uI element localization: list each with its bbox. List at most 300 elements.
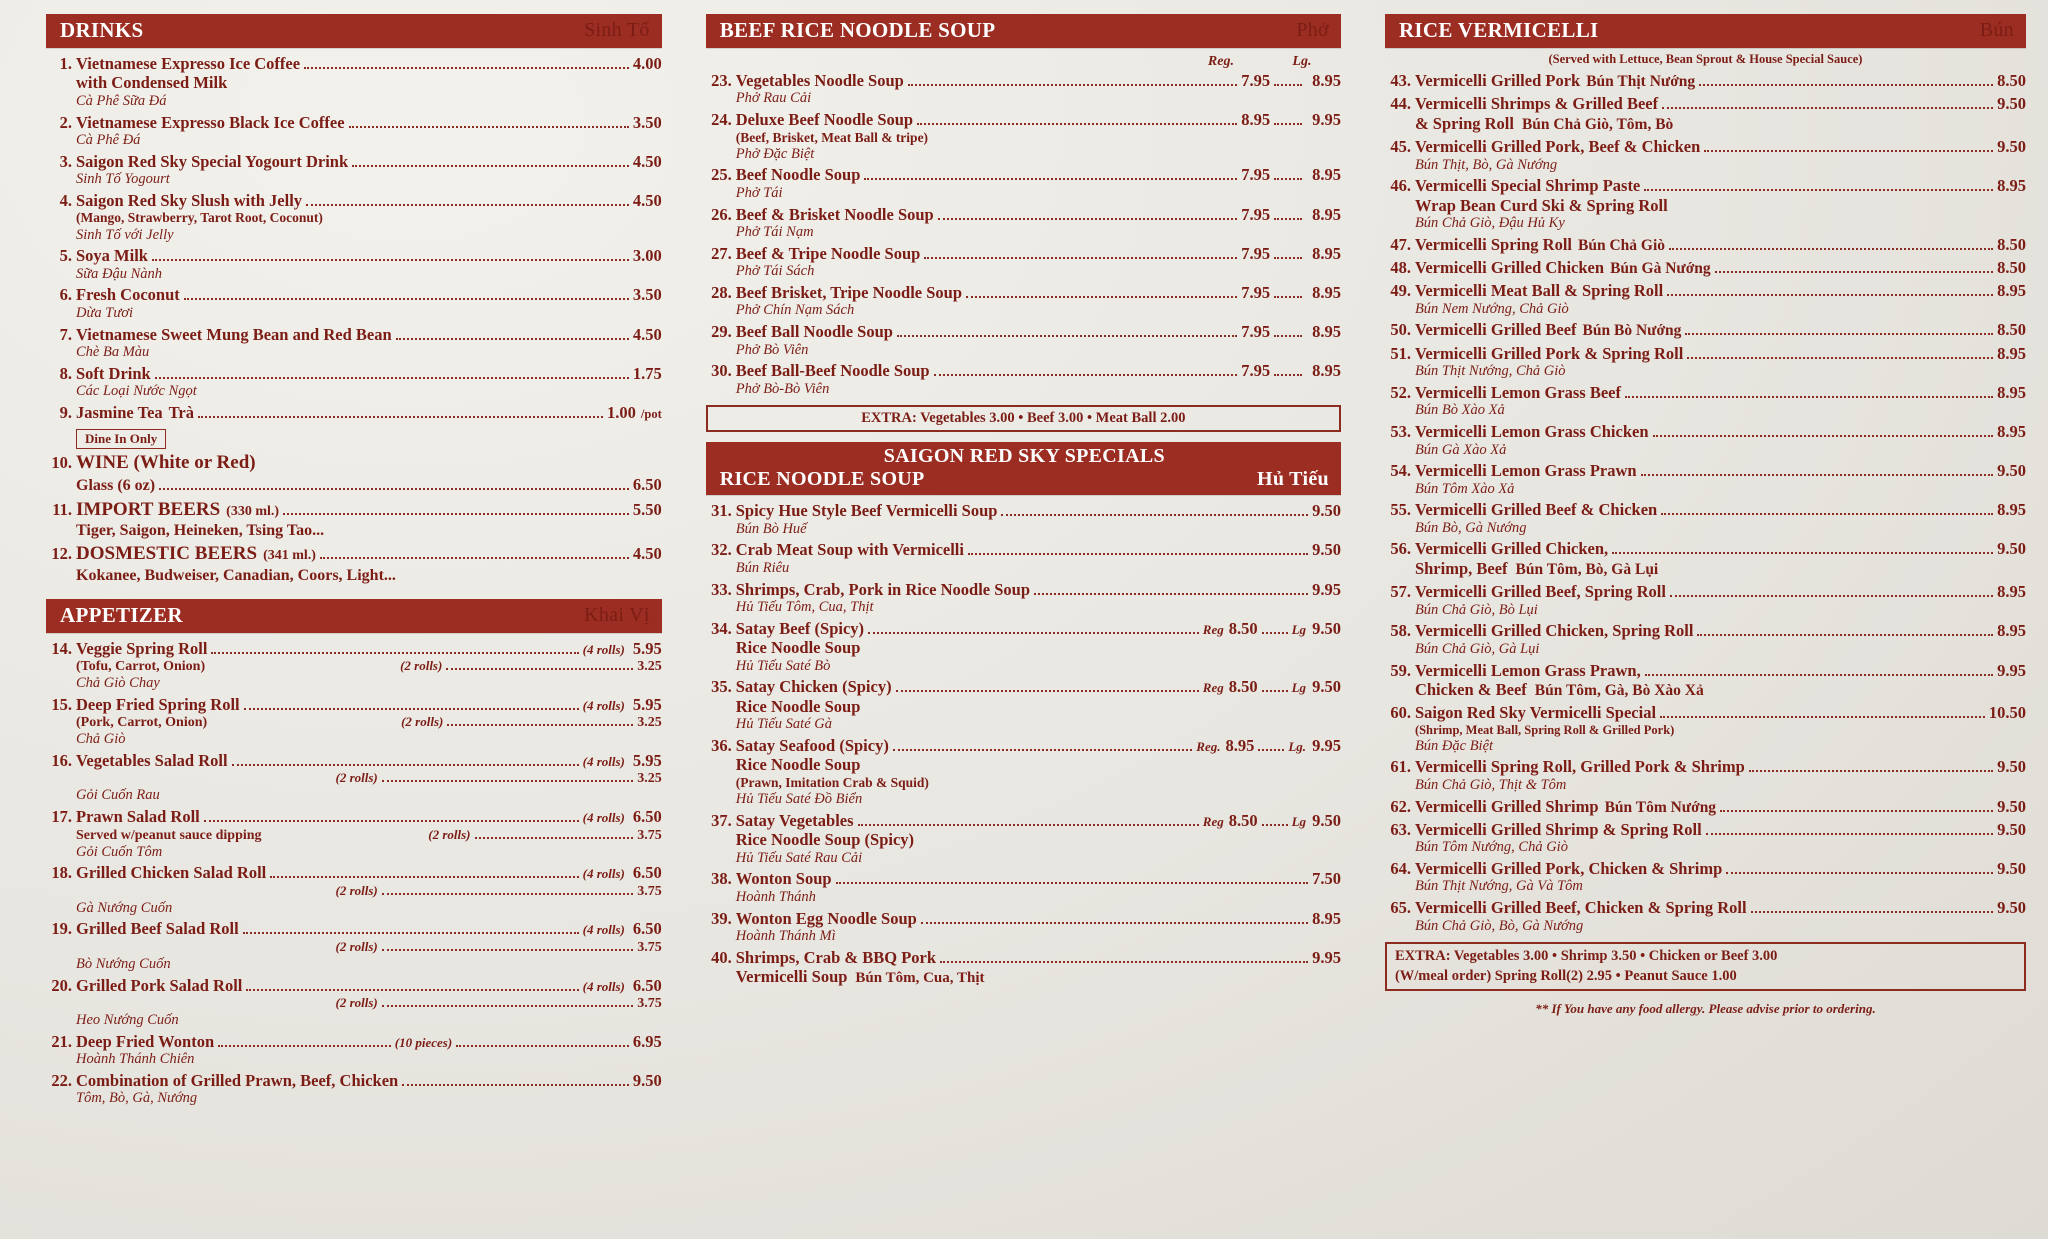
list-item [706,165,1341,201]
section-title-pho-vi: Phở [1296,19,1329,41]
item-name-vi: Tôm, Bò, Gà, Nướng [76,1090,198,1107]
item-number: 28. [711,282,732,302]
item-name-vi: Hoành Thánh [735,888,816,905]
item-price: 8.95 [1997,281,2026,301]
list-item [46,919,662,972]
leader-dots [1645,674,1993,676]
item-number: 48. [1390,258,1411,278]
item-name: Grilled Pork Salad Roll [76,975,243,995]
item-name: Saigon Red Sky Special Yogourt Drink [76,151,349,171]
leader-dots [1034,593,1308,595]
item-number: 32. [711,540,732,560]
leader-dots [1653,435,1994,437]
section-title-specials: SAIGON RED SKY SPECIALS [883,445,1165,468]
item-qty-2: (2 rolls) [335,938,378,954]
item-price: 6.95 [632,1031,662,1051]
item-name: Vermicelli Grilled Chicken, [1414,539,1609,559]
item-number: 6. [59,285,72,305]
leader-dots [1662,107,1993,109]
item-number: 58. [1390,621,1411,641]
section-title-specials-en: RICE NOODLE SOUP [719,468,925,491]
item-price: 9.50 [1997,757,2026,777]
item-name: Vietnamese Sweet Mung Bean and Red Bean [76,324,392,344]
item-price-unit: /pot [640,406,662,421]
item-number: 16. [51,751,72,770]
item-name-vi: Phở Đặc Biệt [735,145,815,162]
leader-dots [1661,513,1993,515]
item-qty-2: (2 rolls) [335,995,378,1011]
item-price-large: 9.50 [1312,677,1341,697]
item-continuation: Rice Noodle Soup (Spicy) [735,830,915,850]
item-continuation: Chicken & Beef [1414,679,1527,699]
item-continuation: Wrap Bean Curd Ski & Spring Roll [1414,195,1668,215]
item-number: 2. [59,112,72,132]
item-qty: (4 rolls) [582,866,625,882]
item-price: 6.50 [632,474,662,494]
item-number: 31. [711,501,732,521]
list-item [46,54,662,110]
item-name: Shrimps, Crab, Pork in Rice Noodle Soup [735,579,1031,599]
leader-dots [896,690,1199,692]
leader-dots [1667,294,1993,296]
leader-dots [184,298,629,300]
item-name: Prawn Salad Roll [76,807,200,827]
item-continuation: with Condensed Milk [76,73,228,93]
list-item [706,948,1341,988]
item-number: 12. [51,544,72,564]
item-number: 35. [711,677,732,697]
item-qty: (4 rolls) [582,922,625,938]
item-name: Soft Drink [76,363,151,383]
item-name: Vermicelli Grilled Beef, Spring Roll [1414,582,1666,602]
item-price: 8.50 [1997,258,2026,278]
item-name: Vermicelli Grilled Beef, Chicken & Spring Roll [1414,898,1747,918]
leader-dots [352,165,629,167]
item-name: Vermicelli Meat Ball & Spring Roll [1414,281,1664,301]
item-detail: Tiger, Saigon, Heineken, Tsing Tao... [76,521,325,539]
item-price: 4.50 [632,190,662,210]
leader-dots [243,932,579,934]
item-name-vi: Cà Phê Sữa Đá [76,92,167,109]
item-name-vi: Bún Chả Giò, Bò, Gà Nướng [1414,917,1584,934]
price-label-regular: Reg [1202,813,1224,829]
item-number: 38. [711,869,732,889]
item-name-vi: Các Loại Nước Ngọt [76,383,197,400]
list-item [46,285,662,321]
item-price: 9.50 [1997,819,2026,839]
item-price-large: 9.50 [1312,810,1341,830]
item-name-vi-inline: Bún Chả Giò [1578,236,1666,254]
item-price-large: 8.95 [1312,165,1341,185]
list-item [46,695,662,748]
item-name-vi: Chả Giò [76,731,126,748]
item-name: Saigon Red Sky Slush with Jelly [76,190,303,210]
item-name-vi: Phở Tái [735,184,783,201]
item-name-vi: Bún Riêu [735,559,790,576]
item-number: 44. [1390,94,1411,114]
item-price-regular: 7.95 [1241,71,1271,90]
list-item [706,869,1341,905]
item-number: 52. [1390,382,1411,402]
item-name-vi: Gà Nướng Cuốn [76,899,173,916]
item-price-2: 3.25 [637,771,662,787]
item-price: 9.50 [1997,94,2026,114]
list-item [46,452,662,495]
item-number: 49. [1390,281,1411,301]
list-item [706,736,1341,808]
item-price: 5.95 [632,638,662,658]
item-name-vi: Bún Tôm Xào Xả [1414,480,1515,497]
item-name-vi-inline: Bún Tôm, Gà, Bò Xào Xả [1534,681,1704,699]
item-price-large: 8.95 [1312,204,1341,224]
list-item [46,639,662,692]
item-number: 47. [1390,234,1411,254]
item-price: 9.50 [632,1070,662,1090]
item-detail: (Shrimp, Meat Ball, Spring Roll & Grilled Pork) [1414,722,1675,737]
item-number: 33. [711,579,732,599]
item-name: Vermicelli Grilled Beef & Chicken [1414,500,1658,520]
vermicelli-extra-box [1385,942,2026,991]
item-price-2: 3.75 [637,996,662,1012]
item-price: 9.50 [1997,539,2026,559]
item-price-regular: 7.95 [1241,204,1271,224]
item-qty: (4 rolls) [582,697,625,713]
pho-list [706,71,1341,397]
item-qty-2: (2 rolls) [401,714,444,730]
item-qty: (4 rolls) [582,810,625,826]
item-name-vi: Hủ Tiếu Saté Bò [735,657,831,674]
item-continuation: Rice Noodle Soup [735,696,861,716]
item-price: 9.50 [1997,461,2026,481]
item-price-regular: 7.95 [1241,322,1271,342]
list-item [1385,820,2026,856]
item-name: Vermicelli Grilled Pork [1414,71,1581,90]
item-name: Deep Fried Wonton [76,1031,215,1051]
pho-extra-box: EXTRA: Vegetables 3.00 • Beef 3.00 • Meat Ball 2.00 [706,405,1341,432]
item-name-vi: Sinh Tố Yogourt [76,171,170,188]
item-name: Vermicelli Spring Roll [1414,234,1572,254]
item-name: Vermicelli Grilled Pork, Chicken & Shrimp [1414,858,1723,878]
item-price: 8.95 [1312,908,1341,928]
item-price: 3.00 [632,246,662,266]
leader-dots [402,1084,629,1086]
item-price-regular: 8.95 [1225,735,1255,755]
item-qty-2: (2 rolls) [335,882,378,898]
list-item [1385,703,2026,754]
item-name: Vermicelli Grilled Shrimp & Spring Roll [1414,819,1702,839]
list-item [706,811,1341,867]
item-number: 5. [59,246,72,266]
item-name: Grilled Chicken Salad Roll [76,863,267,883]
list-item [1385,621,2026,657]
item-name-vi-inline: Bún Tôm Nướng [1604,798,1717,816]
item-name-vi: Bún Tôm Nướng, Chả Giò [1414,839,1568,856]
item-price-regular: 8.50 [1228,618,1258,638]
list-item [46,976,662,1029]
item-number: 63. [1390,819,1411,839]
item-name: Satay Seafood (Spicy) [735,735,889,755]
item-name: Grilled Beef Salad Roll [76,919,239,939]
item-price: 9.95 [1312,579,1341,599]
item-detail: (Beef, Brisket, Meat Ball & tripe) [735,129,929,145]
list-item [1385,461,2026,497]
item-number: 54. [1390,461,1411,481]
leader-dots [304,67,629,69]
item-name-vi: Hoành Thánh Chiên [76,1051,195,1068]
extra-line-1: EXTRA: Vegetables 3.00 • Shrimp 3.50 • Chicken or Beef 3.00 [1394,948,1778,965]
item-price: 3.50 [632,285,662,305]
item-name: Vermicelli Grilled Chicken, Spring Roll [1414,621,1694,641]
item-name-vi-inline: Bún Tôm, Cua, Thịt [855,970,985,987]
price-header-large: Lg. [1292,54,1312,69]
item-name-vi: Bún Đặc Biệt [1414,737,1494,754]
item-price: 9.95 [1997,660,2026,680]
item-continuation: Shrimp, Beef [1414,558,1508,578]
item-price: 8.95 [1997,422,2026,442]
list-item [46,152,662,188]
item-number: 23. [711,71,732,90]
item-number: 43. [1390,71,1411,90]
item-name-vi: Bún Chả Giò, Gà Lụi [1414,640,1540,657]
leader-dots [968,553,1308,555]
leader-dots [934,374,1238,376]
leader-dots [921,922,1308,924]
item-price-large: 9.50 [1312,618,1341,638]
item-price: 8.95 [1997,176,2026,196]
list-item [1385,344,2026,380]
list-item [706,205,1341,241]
item-price-large: 8.95 [1312,71,1341,90]
item-price: 8.95 [1997,382,2026,402]
leader-dots [1612,552,1993,554]
item-name: Vegetables Salad Roll [76,751,228,770]
item-price: 5.95 [632,694,662,714]
item-price: 8.95 [1997,621,2026,641]
leader-dots [306,204,629,206]
item-name: Vegetables Noodle Soup [735,71,904,90]
item-name-vi-inline: Trà [168,402,195,422]
item-name-vi-inline: Bún Thịt Nướng [1586,73,1696,90]
list-item [46,1071,662,1107]
item-number: 60. [1390,703,1411,723]
item-volume: (341 ml.) [263,548,316,564]
item-name-vi: Phở Tái Nạm [735,224,814,241]
item-detail: (Pork, Carrot, Onion) [76,715,208,731]
list-item [46,807,662,860]
item-name-vi: Phở Tái Sách [735,263,815,280]
item-name-vi: Phở Bò-Bò Viên [735,380,830,397]
item-qty-2: (2 rolls) [400,658,443,674]
item-name: Satay Chicken (Spicy) [735,677,892,697]
list-item [1385,258,2026,278]
item-price: 9.95 [1312,947,1341,967]
item-price: 9.50 [1997,137,2026,157]
item-price: 8.95 [1997,343,2026,363]
section-title-pho-en: BEEF RICE NOODLE SOUP [719,18,996,42]
item-name: Vermicelli Grilled Pork & Spring Roll [1414,343,1684,363]
leader-dots [1726,872,1993,874]
item-number: 30. [711,361,732,381]
leader-dots [155,377,629,379]
item-number: 8. [59,363,72,383]
leader-dots [938,218,1237,220]
item-name-vi: Hủ Tiếu Saté Gà [735,716,832,733]
item-name: Vermicelli Lemon Grass Prawn, [1414,660,1641,680]
item-continuation: & Spring Roll [1414,113,1514,133]
item-continuation: Rice Noodle Soup [735,755,861,775]
leader-dots [893,749,1192,751]
item-detail: Kokanee, Budweiser, Canadian, Coors, Light... [76,566,396,584]
item-price-2: 3.25 [637,659,662,675]
item-number: 61. [1390,757,1411,777]
item-name-vi: Cà Phê Đá [76,132,141,149]
item-name-vi: Phở Rau Cải [735,90,812,107]
item-number: 45. [1390,137,1411,157]
item-qty: (4 rolls) [582,978,625,994]
list-item [1385,422,2026,458]
item-number: 34. [711,618,732,638]
item-price: 8.50 [1997,71,2026,90]
list-item [1385,539,2026,579]
vermicelli-serving-note: (Served with Lettuce, Bean Sprout & House Special Sauce) [1548,52,1863,66]
item-name: Saigon Red Sky Vermicelli Special [1414,703,1657,723]
item-number: 59. [1390,660,1411,680]
item-number: 46. [1390,176,1411,196]
item-name: WINE (White or Red) [76,452,256,474]
item-number: 37. [711,810,732,830]
leader-dots [924,257,1237,259]
list-item [706,580,1341,616]
list-item [1385,500,2026,536]
list-item [1385,898,2026,934]
item-price: 8.95 [1997,582,2026,602]
item-price-regular: 7.95 [1241,243,1271,263]
list-item [706,244,1341,280]
item-name: Deep Fried Spring Roll [76,694,240,714]
leader-dots [1704,150,1993,152]
item-price-large: 8.95 [1312,322,1341,342]
item-name-vi: Bún Thịt Nướng, Chả Giò [1414,363,1566,380]
item-name: Jasmine Tea [76,402,163,422]
item-price: 6.50 [632,863,662,883]
item-number: 22. [51,1070,72,1090]
leader-dots [1749,770,1993,772]
item-price-regular: 7.95 [1241,282,1271,302]
item-number: 29. [711,322,732,342]
leader-dots [1670,595,1993,597]
item-number: 65. [1390,898,1411,918]
item-number: 7. [59,324,72,344]
item-number: 18. [51,863,72,883]
list-item [1385,137,2026,173]
item-number: 39. [711,908,732,928]
item-name-vi: Phở Chín Nạm Sách [735,302,855,319]
item-number: 53. [1390,422,1411,442]
item-price: 6.50 [632,807,662,827]
leader-dots [1687,357,1993,359]
item-price: 4.50 [632,324,662,344]
item-name: Spicy Hue Style Beef Vermicelli Soup [735,501,998,521]
item-name-vi-inline: Bún Tôm, Bò, Gà Lụi [1515,560,1659,578]
item-name-vi: Bò Nướng Cuốn [76,955,171,972]
item-name: Combination of Grilled Prawn, Beef, Chicken [76,1070,399,1090]
item-name: Vermicelli Lemon Grass Beef [1414,382,1621,402]
item-name: Vermicelli Special Shrimp Paste [1414,176,1641,196]
list-item [46,403,662,422]
section-title-vermicelli-en: RICE VERMICELLI [1398,18,1599,42]
leader-dots [211,652,578,654]
item-continuation: Vermicelli Soup [735,967,848,987]
price-header-regular: Reg. [1207,54,1234,69]
list-item [1385,661,2026,701]
item-name: Vermicelli Grilled Shrimp [1414,796,1599,816]
item-detail: Served w/peanut sauce dipping [76,827,262,843]
item-name-vi-inline: Bún Bò Nướng [1582,322,1682,340]
section-title-vermicelli-vi: Bún [1979,19,2014,41]
item-number: 4. [59,190,72,210]
item-name-vi: Phở Bò Viên [735,341,809,358]
price-label-regular: Reg [1202,680,1224,696]
leader-dots [396,338,629,340]
dine-in-only-badge: Dine In Only [76,429,166,449]
list-item [46,113,662,149]
item-price: 3.50 [632,112,662,132]
leader-dots [1001,514,1308,516]
list-item [46,1032,662,1068]
leader-dots [868,632,1199,634]
item-name: Beef & Tripe Noodle Soup [735,243,921,263]
item-name: Vermicelli Grilled Beef [1414,320,1577,340]
leader-dots [858,824,1199,826]
item-name: Soya Milk [76,246,148,266]
item-number: 21. [51,1031,72,1051]
leader-dots [232,764,579,766]
list-item [46,246,662,282]
item-price: 9.50 [1312,501,1341,521]
leader-dots [1685,333,1993,335]
item-number: 57. [1390,582,1411,602]
leader-dots [246,989,578,991]
price-label-large: Lg [1291,813,1307,829]
list-item [1385,94,2026,134]
item-detail: (Prawn, Imitation Crab & Squid) [735,774,929,790]
list-item [706,110,1341,162]
item-name: Vietnamese Expresso Black Ice Coffee [76,112,345,132]
list-item [46,364,662,400]
item-qty: (10 pieces) [394,1034,453,1050]
item-name: Veggie Spring Roll [76,638,208,658]
item-price: 8.95 [1997,500,2026,520]
item-number: 20. [51,975,72,995]
leader-dots [917,123,1237,125]
item-name-vi: Bún Thịt Nướng, Gà Và Tôm [1414,878,1583,895]
item-name: Wonton Soup [735,869,832,889]
price-label-regular: Reg. [1196,738,1221,754]
item-price-regular: 8.50 [1228,810,1258,830]
column-right [1377,14,2030,1225]
item-detail: (Tofu, Carrot, Onion) [76,659,206,675]
leader-dots [836,882,1308,884]
item-name: Vermicelli Lemon Grass Prawn [1414,461,1637,481]
item-continuation: Rice Noodle Soup [735,638,861,658]
price-label-large: Lg. [1288,738,1307,754]
item-number: 36. [711,735,732,755]
item-name: Satay Beef (Spicy) [735,618,865,638]
item-number: 62. [1390,796,1411,816]
item-number: 25. [711,165,732,185]
list-item [46,863,662,916]
section-title-drinks-en: DRINKS [60,18,144,42]
